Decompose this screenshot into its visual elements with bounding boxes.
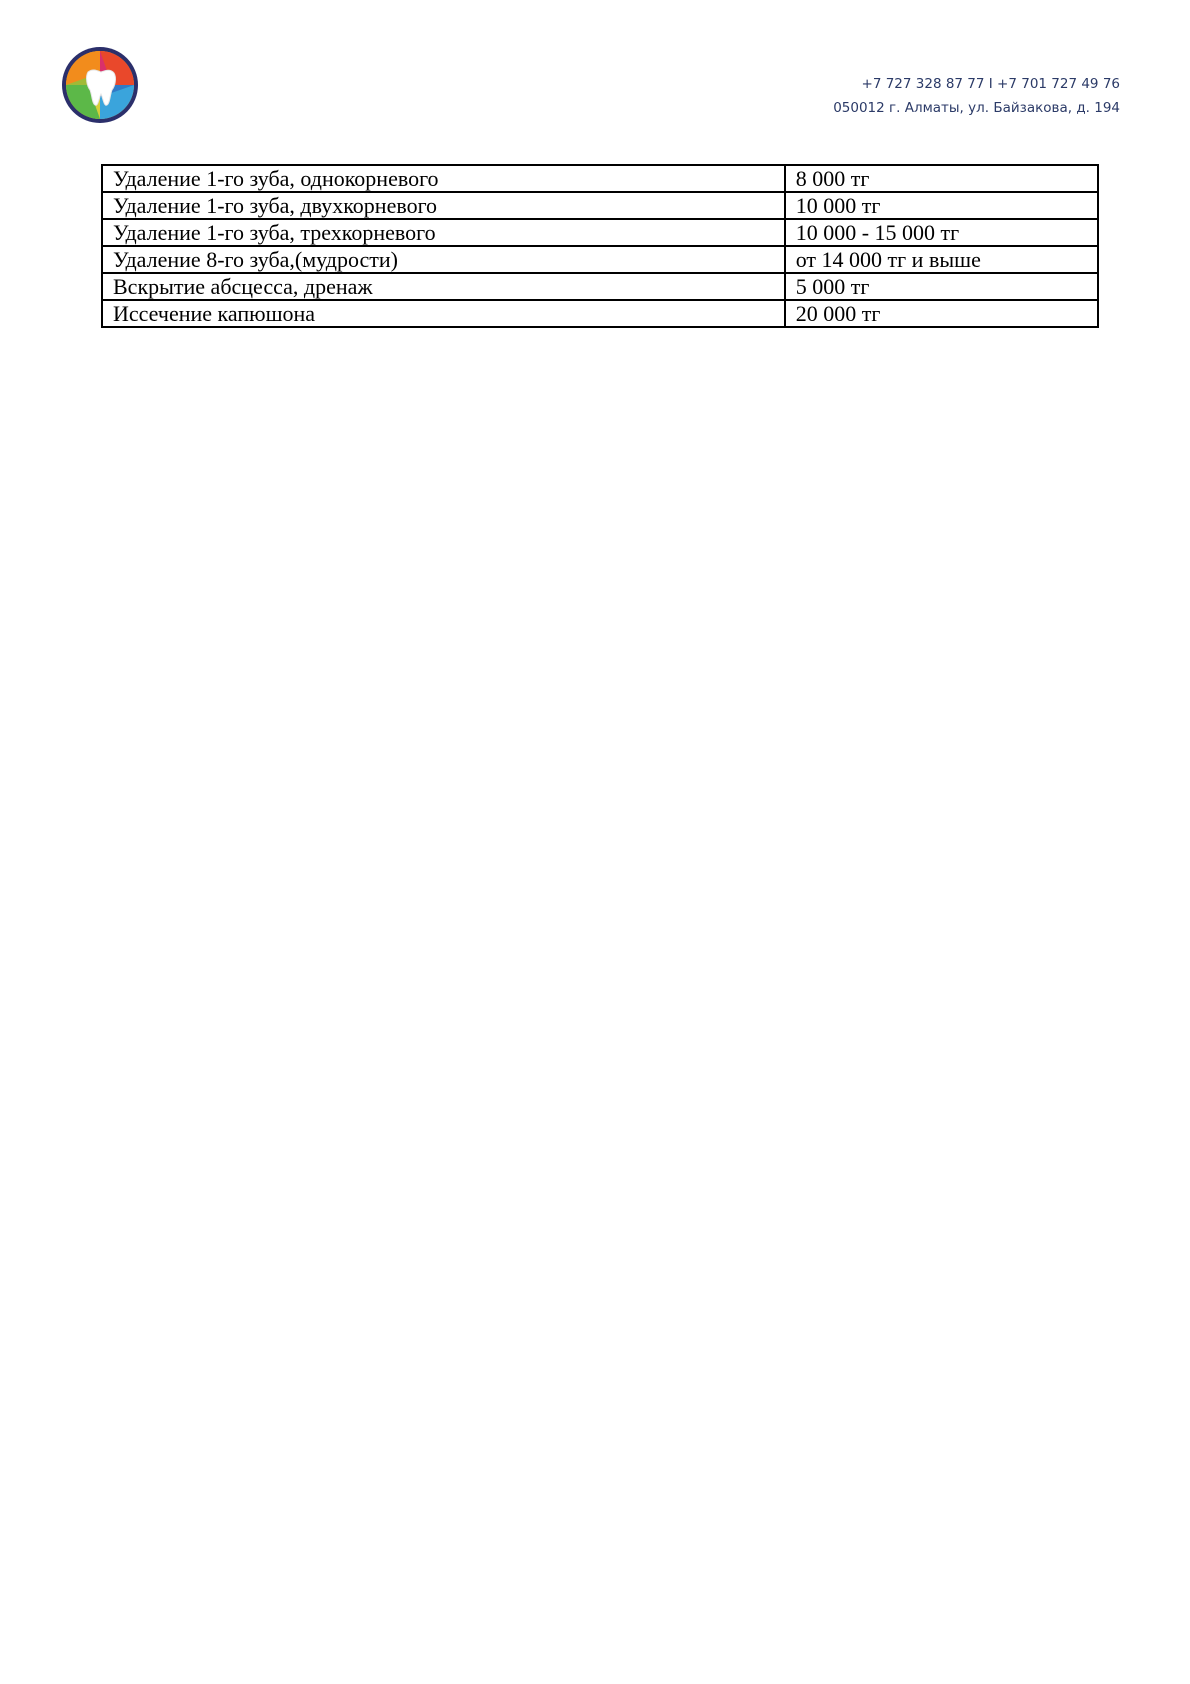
phone-numbers: +7 727 328 87 77 I +7 701 727 49 76 [861, 76, 1120, 92]
service-name: Удаление 1-го зуба, однокорневого [102, 165, 785, 192]
service-price: от 14 000 тг и выше [785, 246, 1098, 273]
tooth-logo-icon [60, 45, 140, 125]
service-name: Удаление 8-го зуба,(мудрости) [102, 246, 785, 273]
clinic-address: 050012 г. Алматы, ул. Байзакова, д. 194 [833, 100, 1120, 116]
service-price: 10 000 тг [785, 192, 1098, 219]
price-table [101, 164, 1099, 328]
table-row [102, 165, 1098, 192]
contact-info [833, 72, 1120, 120]
table-row [102, 300, 1098, 327]
table-row [102, 246, 1098, 273]
service-name: Удаление 1-го зуба, трехкорневого [102, 219, 785, 246]
service-price: 10 000 - 15 000 тг [785, 219, 1098, 246]
table-row [102, 219, 1098, 246]
service-price: 8 000 тг [785, 165, 1098, 192]
table-row [102, 273, 1098, 300]
service-price: 20 000 тг [785, 300, 1098, 327]
clinic-logo [60, 45, 140, 125]
table-row [102, 192, 1098, 219]
service-name: Иссечение капюшона [102, 300, 785, 327]
service-name: Удаление 1-го зуба, двухкорневого [102, 192, 785, 219]
service-price: 5 000 тг [785, 273, 1098, 300]
service-name: Вскрытие абсцесса, дренаж [102, 273, 785, 300]
